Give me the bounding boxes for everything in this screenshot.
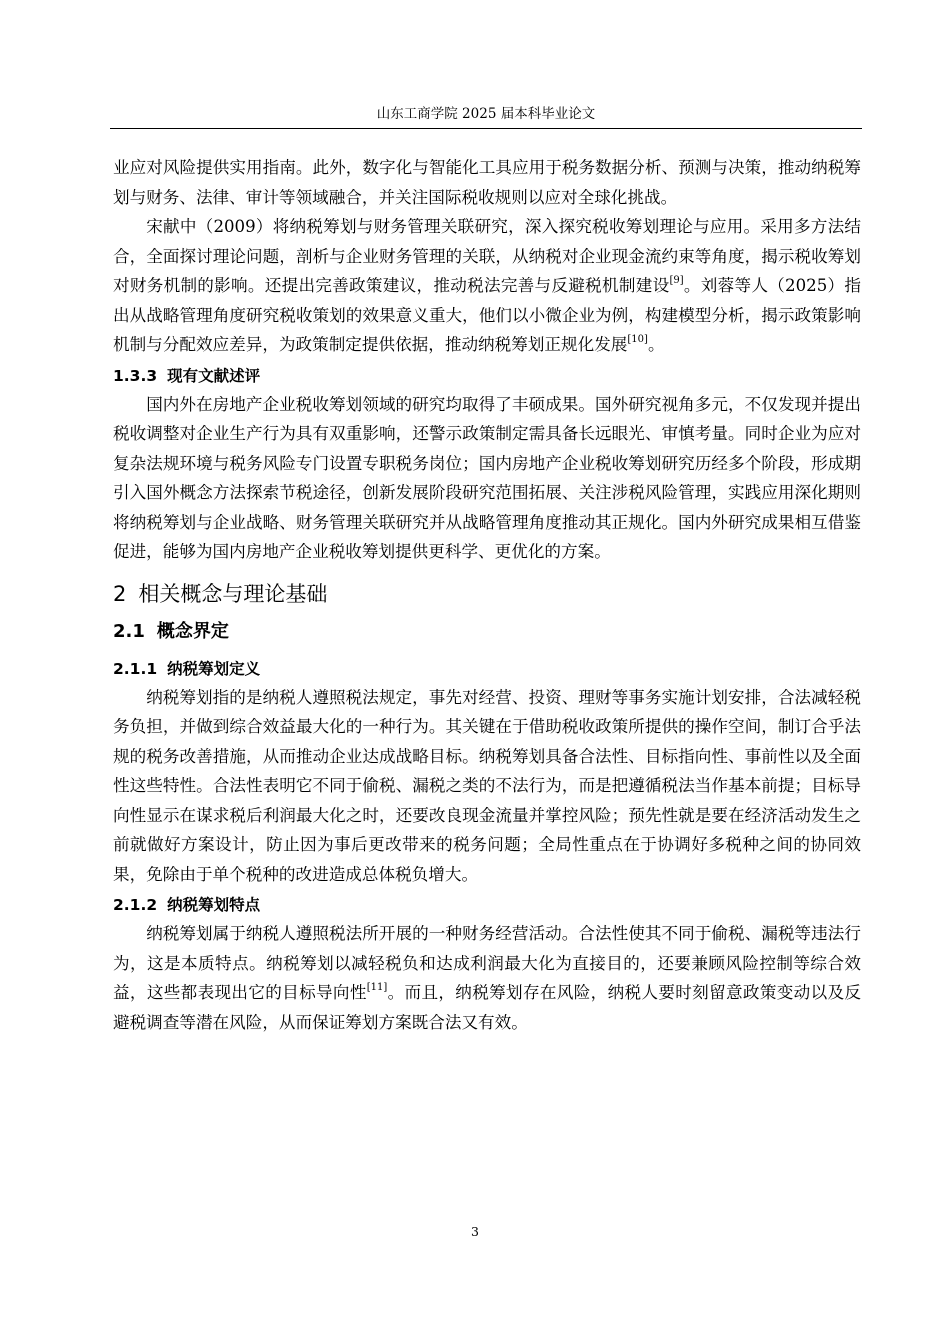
section-number: 2.1.2	[113, 896, 158, 914]
page-number: 3	[471, 1224, 479, 1239]
paragraph-continued: 业应对风险提供实用指南。此外，数字化与智能化工具应用于税务数据分析、预测与决策，推动纳税筹划与财务、法律、审计等领域融合，并关注国际税收规则以应对全球化挑战。	[113, 158, 861, 207]
paragraph-text: 。	[647, 335, 665, 354]
chapter-number: 2	[113, 581, 127, 606]
section-heading-2-1	[113, 617, 861, 647]
citation-ref: [10]	[627, 334, 648, 346]
section-heading-1-3-3	[113, 364, 861, 388]
header-rule	[110, 128, 862, 129]
section-heading-2-1-2	[113, 893, 861, 917]
section-title: 纳税筹划定义	[167, 659, 261, 678]
chapter-title: 相关概念与理论基础	[138, 581, 328, 606]
section-title: 纳税筹划特点	[167, 896, 261, 914]
chapter-heading-2	[113, 577, 861, 611]
paragraph-literature-review: 国内外在房地产企业税收筹划领域的研究均取得了丰硕成果。国外研究视角多元，不仅发现并提出税收调整对企业生产行为具有双重影响，还警示政策制定需具备长远眼光、审慎考量。同时企业为应对复杂法规环境与税务风险专门设置专职税务岗位；国内房地产企业税收筹划研究历经多个阶段，形成期引入国外概念方法探索节税途径，创新发展阶段研究范围拓展、关注涉税风险管理，实践应用深化期则将纳税筹划与企业战略、财务管理关联研究并从战略管理角度推动其正规化。国内外研究成果相互借鉴促进，能够为国内房地产企业税收筹划提供更科学、更优化的方案。	[113, 394, 861, 561]
paragraph-text: 。而且，纳税筹划存在风险，纳税人要时刻留意政策变动以及反避税调查等潜在风险，从而保证筹划方案既合法又有效。	[113, 983, 862, 1032]
running-header: 山东工商学院 2025 届本科毕业论文	[376, 106, 596, 122]
section-title: 概念界定	[156, 620, 229, 642]
paragraph-characteristics	[113, 919, 861, 1037]
citation-ref: [11]	[366, 982, 388, 994]
paragraph-definition: 纳税筹划指的是纳税人遵照税法规定，事先对经营、投资、理财等事务实施计划安排，合法减轻税务负担，并做到综合效益最大化的一种行为。其关键在于借助税收政策所提供的操作空间，制订合乎法规的税务改善措施，从而推动企业达成战略目标。纳税筹划具备合法性、目标指向性、事前性以及全面性这些特性。合法性表明它不同于偷税、漏税之类的不法行为，而是把遵循税法当作基本前提；目标导向性显示在谋求税后利润最大化之时，还要改良现金流量并掌控风险；预先性就是要在经济活动发生之前就做好方案设计，防止因为事后更改带来的税务问题；全局性重点在于协调好多税种之间的协同效果，免除由于单个税种的改进造成总体税负增大。	[113, 687, 861, 884]
paragraph-text: 宋献中（2009）将纳税筹划与财务管理关联研究，深入探究税收筹划理论与应用。采用多方法结合，全面探讨理论问题，剖析与企业财务管理的关联，从纳税对企业现金流约束等角度，揭示税收筹划对财务机制的影响。还提出完善政策建议，推动税法完善与反避税机制建设	[113, 217, 861, 295]
citation-ref: [9]	[669, 275, 684, 287]
section-number: 1.3.3	[113, 366, 158, 385]
paragraph-text: 纳税筹划属于纳税人遵照税法所开展的一种财务经营活动。合法性使其不同于偷税、漏税等违法行为，这是本质特点。纳税筹划以减轻税负和达成利润最大化为直接目的，还要兼顾风险控制等综合效益，这些都表现出它的目标导向性	[113, 924, 861, 1002]
section-number: 2.1.1	[113, 659, 158, 678]
paragraph-text: 。刘蓉等人（2025）指出从战略管理角度研究税收策划的效果意义重大，他们以小微企业为例，构建模型分析，揭示政策影响机制与分配效应差异，为政策制定提供依据，推动纳税筹划正规化发展	[113, 276, 861, 354]
section-title: 现有文献述评	[167, 366, 261, 385]
section-heading-2-1-1	[113, 657, 861, 681]
section-number: 2.1	[113, 620, 145, 642]
paragraph-song-xianzhong	[113, 212, 861, 360]
page-body	[113, 153, 861, 1037]
